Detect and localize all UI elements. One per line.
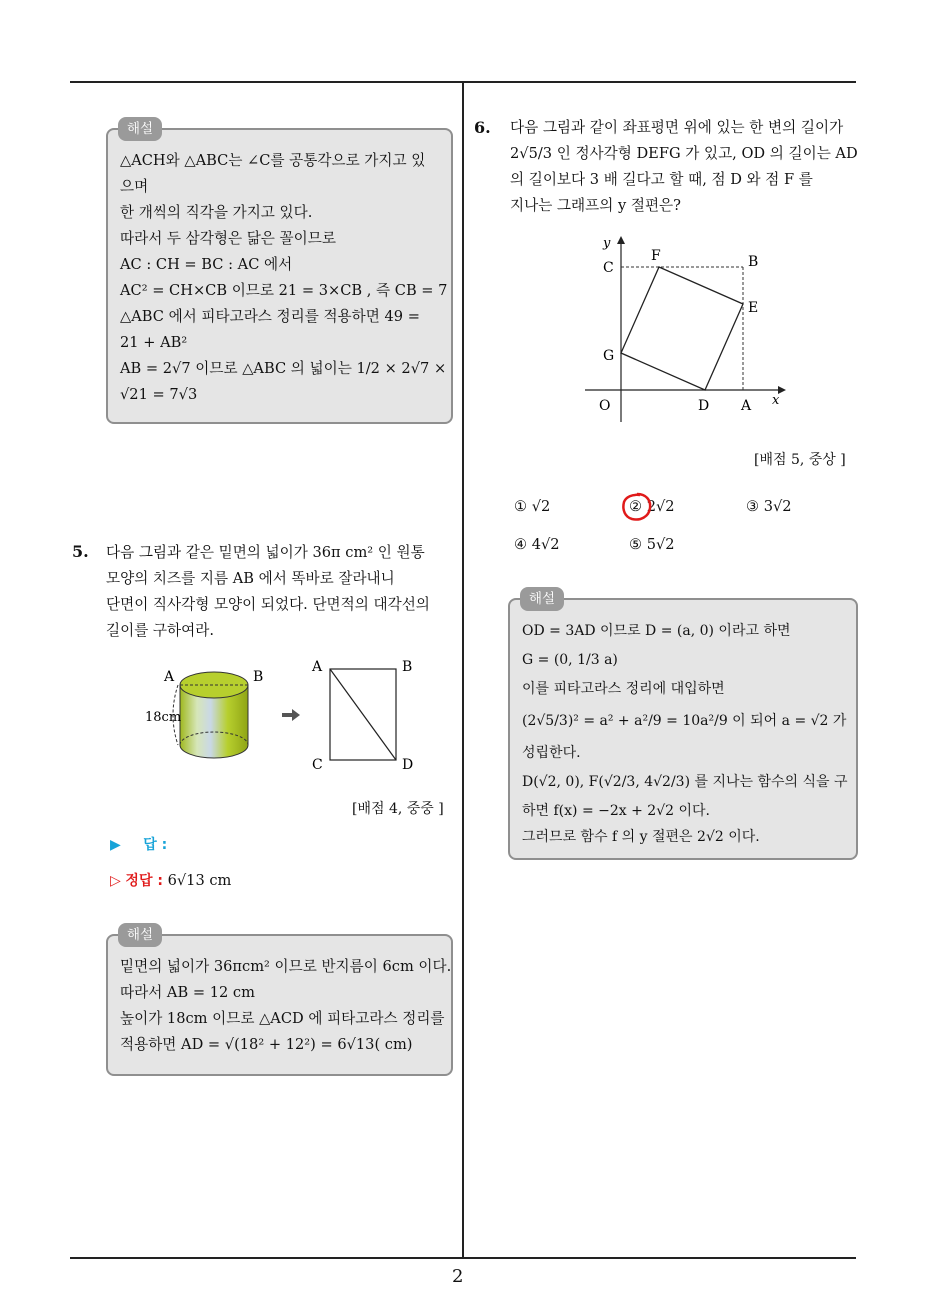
q5-score: [배점 4, 중중 ] xyxy=(352,801,444,817)
choice-3[interactable]: ③ 3√2 xyxy=(746,498,792,515)
choice-5[interactable]: ⑤ 5√2 xyxy=(629,536,675,553)
question-line: 의 길이보다 3 배 길다고 할 때, 점 D 와 점 F 를 xyxy=(510,171,813,188)
y-axis-arrow xyxy=(617,236,625,244)
solution-line: 성립한다. xyxy=(522,745,581,761)
solution-box-1 xyxy=(106,121,453,424)
label-g: G xyxy=(603,348,615,364)
solution-box-2 xyxy=(106,927,453,1076)
question-line: 모양의 치즈를 지름 AB 에서 똑바로 잘라내니 xyxy=(106,570,395,587)
question-line: 다음 그림과 같은 밑면의 넓이가 36π cm² 인 원통 xyxy=(106,544,425,561)
solution-line: 높이가 18cm 이므로 △ACD 에 피타고라스 정리를 xyxy=(120,1010,445,1027)
arrow-icon xyxy=(282,709,300,721)
label-o: O xyxy=(599,398,611,414)
solution-tag: 해설 xyxy=(520,587,564,611)
solution-line: 그러므로 함수 f 의 y 절편은 2√2 이다. xyxy=(522,829,760,845)
answer-row xyxy=(110,834,167,854)
solution-line: 으며 xyxy=(120,178,149,195)
solution-line: D(√2, 0), F(√2/3, 4√2/3) 를 지나는 함수의 식을 구 xyxy=(522,774,848,790)
solution-line: AC : CH = BC : AC 에서 xyxy=(120,256,293,273)
solution-line: AB = 2√7 이므로 △ABC 의 넓이는 1/2 × 2√7 × xyxy=(120,360,447,377)
solution-line: √21 = 7√3 xyxy=(120,386,198,403)
solution-line: 밑면의 넓이가 36πcm² 이므로 반지름이 6cm 이다. xyxy=(120,958,452,975)
column-divider xyxy=(462,83,464,1258)
question-line: 다음 그림과 같이 좌표평면 위에 있는 한 변의 길이가 xyxy=(510,119,844,136)
question-line: 2√5/3 인 정사각형 DEFG 가 있고, OD 의 길이는 AD xyxy=(510,145,858,162)
correct-value: 6√13 cm xyxy=(167,872,232,889)
q6-score: [배점 5, 중상 ] xyxy=(754,452,846,468)
label-d: D xyxy=(698,398,710,414)
solution-box-3 xyxy=(508,591,858,860)
solution-line: 따라서 AB = 12 cm xyxy=(120,984,255,1001)
correct-answer-row xyxy=(110,870,231,890)
rect-label-c: C xyxy=(312,757,323,773)
label-y: y xyxy=(603,236,611,251)
solution-line: △ABC 에서 피타고라스 정리를 적용하면 49 = xyxy=(120,308,420,325)
play-icon: ▶ xyxy=(110,837,121,853)
selected-choice-circle xyxy=(620,490,654,524)
label-f: F xyxy=(651,248,661,264)
page-number: 2 xyxy=(452,1266,464,1287)
solution-tag: 해설 xyxy=(118,117,162,141)
triangle-right-icon: ▷ xyxy=(110,873,121,889)
solution-line: 21 + AB² xyxy=(120,334,188,351)
rect-label-a: A xyxy=(312,659,323,675)
solution-line: (2√5/3)² = a² + a²/9 = 10a²/9 이 되어 a = √2 가 xyxy=(522,713,847,729)
correct-label: 정답 : xyxy=(125,873,163,889)
solution-line: 따라서 두 삼각형은 닮은 꼴이므로 xyxy=(120,230,336,247)
solution-line: G = (0, 1/3 a) xyxy=(522,652,618,668)
label-b: B xyxy=(748,254,759,270)
solution-tag: 해설 xyxy=(118,923,162,947)
bottom-rule xyxy=(70,1257,856,1259)
solution-line: 적용하면 AD = √(18² + 12²) = 6√13( cm) xyxy=(120,1036,413,1053)
solution-line: 하면 f(x) = −2x + 2√2 이다. xyxy=(522,803,710,819)
choice-1[interactable]: ① √2 xyxy=(514,498,551,515)
label-c: C xyxy=(603,260,614,276)
question-6-number: 6. xyxy=(474,118,491,137)
solution-line: OD = 3AD 이므로 D = (a, 0) 이라고 하면 xyxy=(522,623,791,639)
coordinate-figure xyxy=(580,232,800,427)
question-5-text xyxy=(106,540,456,644)
square-defg xyxy=(621,267,743,390)
cylinder-figure xyxy=(140,655,440,780)
choice-2[interactable]: ② 2√2 xyxy=(629,498,675,515)
question-5-number: 5. xyxy=(72,542,89,561)
label-a: A xyxy=(741,398,752,414)
solution-line: AC² = CH×CB 이므로 21 = 3×CB , 즉 CB = 7 xyxy=(120,282,448,299)
rect-label-d: D xyxy=(402,757,414,773)
label-e: E xyxy=(748,300,759,316)
answer-label: 답 : xyxy=(143,837,168,853)
solution-line: 이를 피타고라스 정리에 대입하면 xyxy=(522,681,725,697)
solution-line: 한 개씩의 직각을 가지고 있다. xyxy=(120,204,313,221)
question-line: 지나는 그래프의 y 절편은? xyxy=(510,197,681,214)
question-6-text xyxy=(510,115,862,219)
cyl-height-label: 18cm xyxy=(145,710,182,725)
choice-4[interactable]: ④ 4√2 xyxy=(514,536,560,553)
diagonal-ad xyxy=(330,669,396,760)
question-line: 단면이 직사각형 모양이 되었다. 단면적의 대각선의 xyxy=(106,596,430,613)
rect-label-b: B xyxy=(402,659,413,675)
label-x: x xyxy=(772,393,780,408)
question-line: 길이를 구하여라. xyxy=(106,622,214,639)
solution-line: △ACH와 △ABC는 ∠C를 공통각으로 가지고 있 xyxy=(120,152,426,169)
cyl-label-a: A xyxy=(164,669,175,685)
cyl-label-b: B xyxy=(253,669,264,685)
